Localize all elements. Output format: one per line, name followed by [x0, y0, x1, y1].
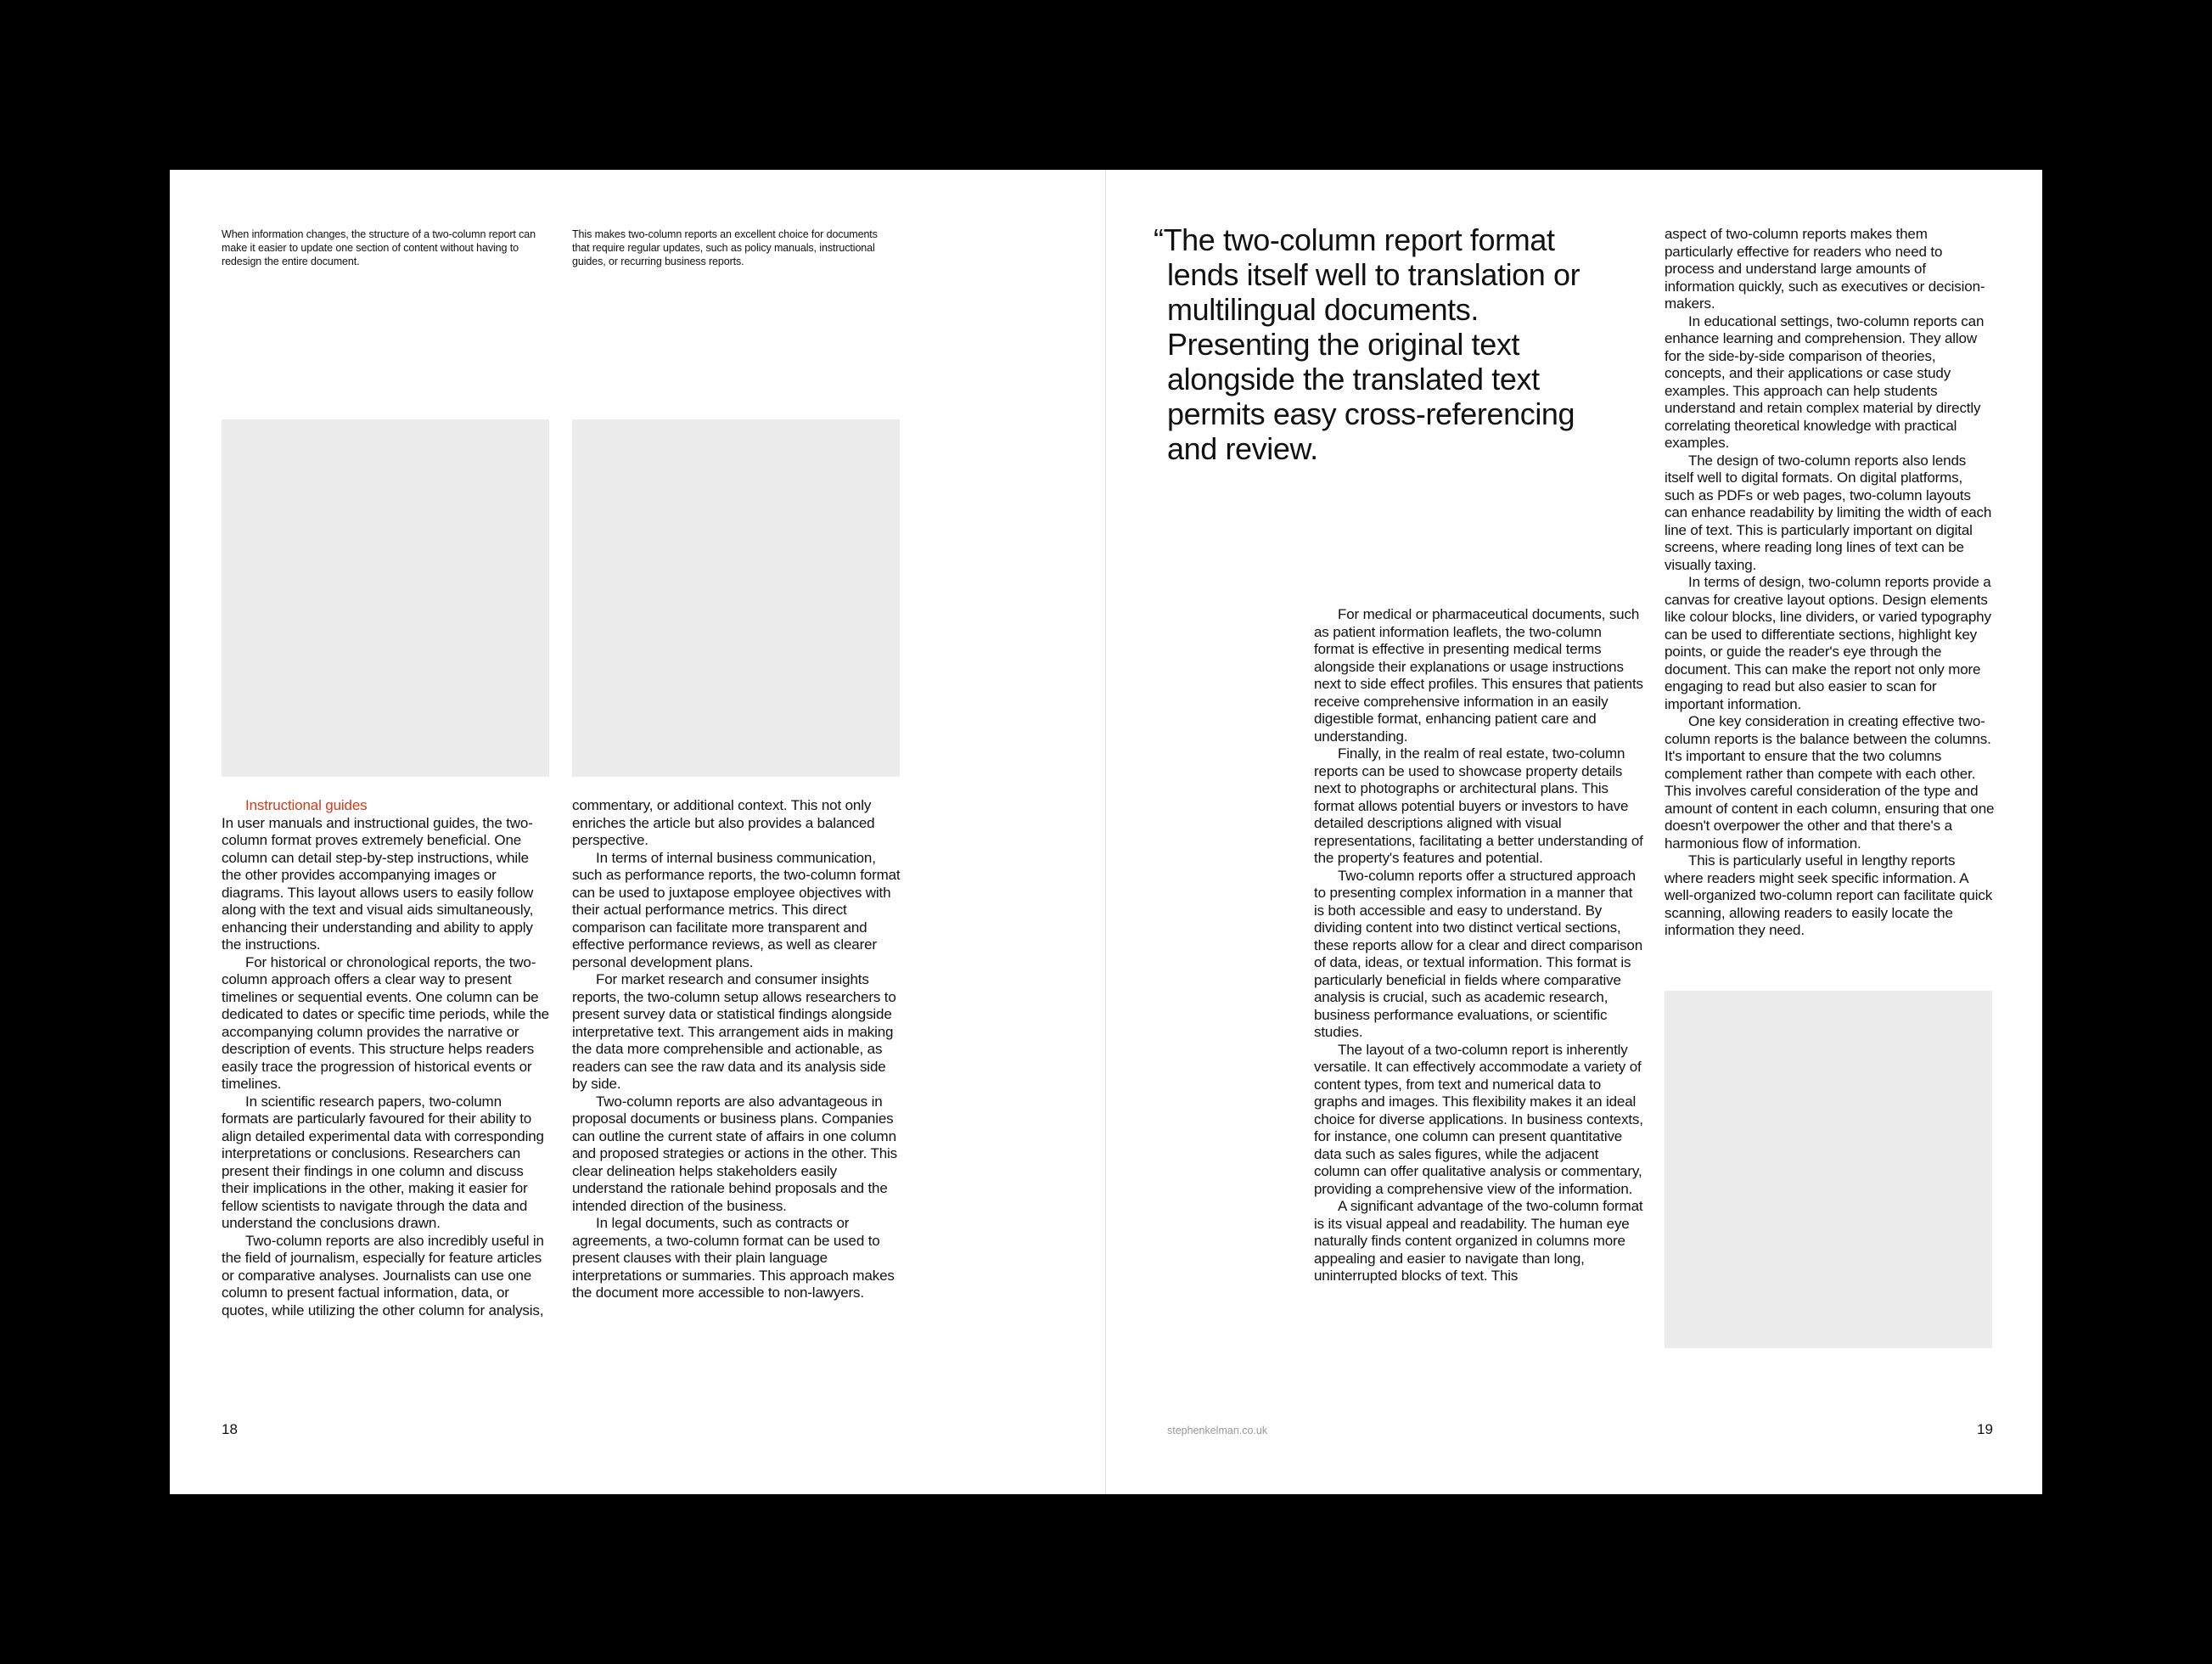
paragraph: In scientific research papers, two-column formats are particularly favoured for their ability to align detailed experimental data with corresponding interpretations or conclusions. Researchers can present their findings in one column and discuss their implications in the other, making it easier for fellow scientists to navigate through the data and understand the conclusions drawn. [222, 1093, 544, 1231]
paragraph: Two-column reports are also incredibly useful in the field of journalism, especially for feature articles or comparative analyses. Journalists can use one column to present factual information, data, or quotes, while utilizing the other column for analysis, [222, 1232, 544, 1318]
paragraph: In user manuals and instructional guides, the two-column format proves extremely beneficial. One column can detail step-by-step instructions, while the other provides accompanying images or diagrams. This layout allows users to easily follow along with the text and visual aids simultaneously, enhancing their understanding and ability to apply the instructions. [222, 814, 534, 953]
left-column-1 [222, 797, 551, 1319]
right-page [1106, 170, 2042, 1494]
image-placeholder-2 [572, 419, 900, 777]
paragraph: For medical or pharmaceutical documents, such as patient information leaflets, the two-column format is effective in presenting medical terms alongside their explanations or usage instructions next to side effect profiles. This ensures that patients receive comprehensive information in an easily digestible format, enhancing patient care and understanding. [1314, 606, 1643, 745]
image-placeholder-1 [222, 419, 549, 777]
paragraph: The design of two-column reports also lends itself well to digital formats. On digital platforms, such as PDFs or web pages, two-column layouts can enhance readability by limiting the width of each line of text. This is particularly important on digital screens, where reading long lines of text can be visually taxing. [1665, 452, 1992, 573]
paragraph: In educational settings, two-column reports can enhance learning and comprehension. They allow for the side-by-side comparison of theories, concepts, and their applications or case study examples. This approach can help students understand and retain complex material by directly correlating theoretical knowledge with practical examples. [1665, 312, 1985, 451]
paragraph: Two-column reports are also advantageous in proposal documents or business plans. Companies can outline the current state of affairs in one column and proposed strategies or actions in the other. This clear delineation helps stakeholders easily understand the rationale behind proposals and the intended direction of the business. [572, 1093, 897, 1214]
footer-url: stephenkelman.co.uk [1167, 1425, 1268, 1436]
paragraph: In terms of internal business communication, such as performance reports, the two-column format can be used to juxtapose employee objectives with their actual performance metrics. This direct comparison can facilitate more transparent and effective performance reviews, as well as clearer personal development plans. [572, 849, 901, 970]
section-heading: Instructional guides [245, 797, 368, 813]
page-number-left: 18 [222, 1421, 238, 1437]
right-column-2 [1665, 226, 1996, 940]
paragraph: For historical or chronological reports, the two-column approach offers a clear way to present timelines or sequential events. One column can be dedicated to dates or specific time periods, while the accompanying column provides the narrative or description of events. This structure helps readers easily trace the progression of historical events or timelines. [222, 953, 549, 1092]
paragraph: One key consideration in creating effective two-column reports is the balance between the columns. It's important to ensure that the two columns complement rather than compete with each other. This involves careful consideration of the type and amount of content in each column, ensuring that one doesn't overpower the other and that there's a harmonious flow of information. [1665, 713, 1995, 852]
right-column-1 [1314, 606, 1645, 1285]
paragraph: commentary, or additional context. This not only enriches the article but also provides a balanced perspective. [572, 797, 875, 848]
paragraph: A significant advantage of the two-column format is its visual appeal and readability. The human eye naturally finds content organized in columns more appealing and easier to navigate than long, uninterrupted blocks of text. This [1314, 1198, 1643, 1284]
paragraph: The layout of a two-column report is inherently versatile. It can effectively accommodate a variety of content types, from text and numerical data to graphs and images. This flexibility makes it an ideal choice for diverse applications. In business contexts, for instance, one column can present quantitative data such as sales figures, while the adjacent column can offer qualitative analysis or commentary, providing a comprehensive view of the information. [1314, 1041, 1643, 1197]
pull-quote: “The two-column report format lends itself well to translation or multilingual documents. Presenting the original text alongside the translated text permits easy cross-referencing and review. [1154, 222, 1580, 466]
book-spread [170, 170, 2042, 1494]
page-number-right: 19 [1977, 1421, 1993, 1437]
intro-text-1: When information changes, the structure of a two-column report can make it easier to update one section of content without having to redesign the entire document. [222, 228, 536, 267]
paragraph: aspect of two-column reports makes them particularly effective for readers who need to process and understand large amounts of information quickly, such as executives or decision-makers. [1665, 226, 1985, 312]
paragraph: For market research and consumer insights reports, the two-column setup allows researchers to present survey data or statistical findings alongside interpretative text. This arrangement aids in making the data more comprehensible and actionable, as readers can see the raw data and its analysis side by side. [572, 971, 896, 1092]
paragraph: In legal documents, such as contracts or agreements, a two-column format can be used to present clauses with their plain language interpretations or summaries. This approach makes the document more accessible to non-lawyers. [572, 1215, 895, 1301]
intro-text-2: This makes two-column reports an excellent choice for documents that require regular updates, such as policy manuals, instructional guides, or recurring business reports. [572, 228, 878, 267]
paragraph: This is particularly useful in lengthy reports where readers might seek specific information. A well-organized two-column report can facilitate quick scanning, allowing readers to easily locate the information they need. [1665, 852, 1993, 938]
paragraph: Finally, in the realm of real estate, two-column reports can be used to showcase property details next to photographs or architectural plans. This format allows potential buyers or investors to have detailed descriptions aligned with visual representations, facilitating a better understanding of the property's features and potential. [1314, 745, 1643, 866]
paragraph: Two-column reports offer a structured approach to presenting complex information in a manner that is both accessible and easy to understand. By dividing content into two distinct vertical sections, these reports allow for a clear and direct comparison of data, ideas, or textual information. This format is particularly beneficial in fields where comparative analysis is crucial, such as academic research, business performance evaluations, or scientific studies. [1314, 867, 1643, 1040]
left-column-2 [572, 797, 901, 1302]
left-page [170, 170, 1106, 1494]
paragraph: In terms of design, two-column reports provide a canvas for creative layout options. Design elements like colour blocks, line dividers, or varied typography can be used to differentiate sections, highlight key points, or guide the reader's eye through the document. This can make the report not only more engaging to read but also easier to scan for important information. [1665, 574, 1991, 712]
image-placeholder-3 [1665, 991, 1992, 1348]
